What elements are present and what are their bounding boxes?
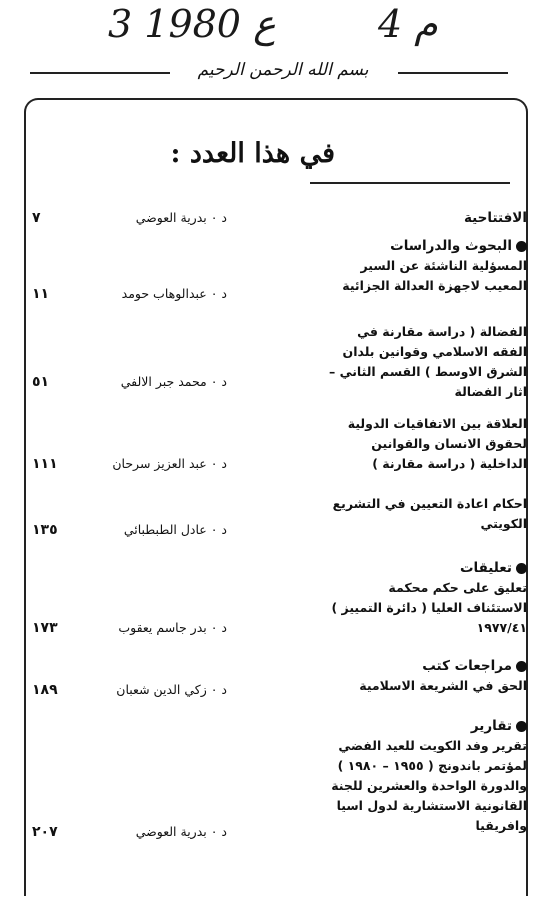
basmala-rule-right bbox=[398, 72, 508, 74]
toc-entry bbox=[327, 322, 527, 402]
toc-entry bbox=[327, 656, 527, 696]
toc-page-number: ١٣٥ bbox=[32, 522, 58, 538]
toc-page-number: ١٨٩ bbox=[32, 682, 58, 698]
issue-contents-title: في هذا العدد : bbox=[170, 138, 335, 169]
bullet-icon bbox=[516, 721, 527, 732]
toc-author: د ٠ زكي الدين شعبان bbox=[116, 682, 227, 697]
toc-author: د ٠ عبدالوهاب حومد bbox=[121, 286, 227, 301]
toc-title: العلاقة بين الاتفاقيات الدولية لحقوق الانسان والقوانين الداخلية ( دراسة مقارنة ) bbox=[347, 416, 527, 471]
toc-entry bbox=[327, 558, 527, 638]
basmala-rule-left bbox=[30, 72, 170, 74]
toc-author: د ٠ بدر جاسم يعقوب bbox=[118, 620, 227, 635]
section-heading: تقارير bbox=[327, 716, 527, 736]
bullet-icon bbox=[516, 661, 527, 672]
section-heading: البحوث والدراسات bbox=[327, 236, 527, 256]
section-heading: مراجعات كتب bbox=[327, 656, 527, 676]
toc-title: تعليق على حكم محكمة الاستئناف العليا ( دائرة التمييز ) ١٩٧٧/٤١ bbox=[331, 580, 527, 635]
toc-title: الحق في الشريعة الاسلامية bbox=[359, 678, 527, 693]
toc-page-number: ٢٠٧ bbox=[32, 824, 58, 840]
toc-title: المسؤلية الناشئة عن السير المعيب لاجهزة العدالة الجزائية bbox=[342, 258, 527, 293]
title-underline bbox=[310, 182, 510, 184]
toc-entry bbox=[327, 236, 527, 296]
toc-title: الفضالة ( دراسة مقارنة في الفقه الاسلامي وقوانين بلدان الشرق الاوسط ) القسم الثاني – اثار الفضالة bbox=[328, 324, 527, 399]
toc-page-number: ١١١ bbox=[32, 456, 58, 472]
toc-page-number: ٥١ bbox=[32, 374, 50, 390]
toc-author: د ٠ بدرية العوضي bbox=[135, 210, 227, 225]
toc-page-number: ١٧٣ bbox=[32, 620, 58, 636]
bullet-icon bbox=[516, 563, 527, 574]
basmala: بسم الله الرحمن الرحيم bbox=[197, 60, 369, 80]
toc-author: د ٠ بدرية العوضي bbox=[135, 824, 227, 839]
bullet-icon bbox=[516, 241, 527, 252]
section-heading: تعليقات bbox=[327, 558, 527, 578]
handwritten-note-left: 3 ع 1980 bbox=[108, 2, 276, 46]
toc-author: د ٠ محمد جبر الالفي bbox=[120, 374, 227, 389]
toc-entry bbox=[327, 494, 527, 534]
toc-author: د ٠ عبد العزيز سرحان bbox=[112, 456, 227, 471]
toc-page-number: ٧ bbox=[32, 210, 41, 226]
toc-page-number: ١١ bbox=[32, 286, 50, 302]
toc-title: تقرير وفد الكويت للعيد الفضي لمؤتمر باندونج ( ١٩٥٥ – ١٩٨٠ ) والدورة الواحدة والعشرين للجنة القانونية الاستشارية لدول اسيا وافريقيا bbox=[331, 738, 527, 833]
handwritten-note-right: 4 م bbox=[378, 2, 438, 46]
toc-author: د ٠ عادل الطبطبائي bbox=[123, 522, 227, 537]
toc-entry bbox=[327, 716, 527, 836]
toc-entry bbox=[327, 414, 527, 474]
section-heading: الافتتاحية bbox=[463, 210, 527, 226]
toc-title: احكام اعادة التعيين في التشريع الكويتي bbox=[332, 496, 527, 531]
toc-entry bbox=[327, 208, 527, 228]
